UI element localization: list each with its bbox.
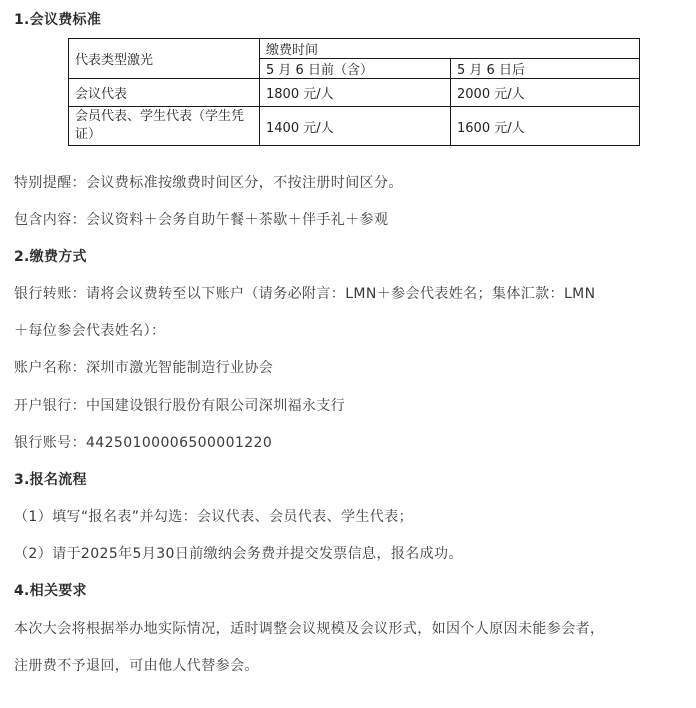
section-title-payment: 2.缴费方式 [14, 249, 87, 265]
fee-row-type: 会员代表、学生代表（学生凭证） [69, 107, 260, 146]
section-title-process: 3.报名流程 [14, 472, 87, 488]
requirements-line2: 注册费不予退回，可由他人代替参会。 [14, 658, 259, 674]
fee-row-before: 1800 元/人 [260, 79, 451, 107]
fee-table-header-time: 缴费时间 [260, 39, 640, 59]
bank-transfer-line2: ＋每位参会代表姓名）： [14, 323, 166, 339]
account-number: 银行账号：44250100006500001220 [14, 435, 273, 451]
table-row [69, 107, 640, 146]
section-title-fee: 1.会议费标准 [14, 12, 102, 28]
requirements-line1: 本次大会将根据举办地实际情况，适时调整会议规模及会议形式，如因个人原因未能参会者， [14, 621, 605, 637]
reminder-text: 特别提醒：会议费标准按缴费时间区分，不按注册时间区分。 [14, 175, 403, 191]
includes-text: 包含内容：会议资料＋会务自助午餐＋茶歇＋伴手礼＋参观 [14, 212, 389, 228]
process-step-1: （1）填写“报名表”并勾选：会议代表、会员代表、学生代表； [14, 509, 414, 525]
fee-row-before: 1400 元/人 [260, 107, 451, 146]
fee-table [68, 38, 640, 146]
fee-row-after: 1600 元/人 [451, 107, 640, 146]
bank-transfer-line1: 银行转账：请将会议费转至以下账户（请务必附言：LMN＋参会代表姓名；集体汇款：LMN [14, 286, 596, 302]
bank-name: 开户银行：中国建设银行股份有限公司深圳福永支行 [14, 398, 346, 414]
fee-table-header-after: 5 月 6 日后 [451, 59, 640, 79]
fee-table-header-type: 代表类型激光 [69, 39, 260, 79]
account-name: 账户名称：深圳市激光智能制造行业协会 [14, 360, 274, 376]
fee-row-after: 2000 元/人 [451, 79, 640, 107]
table-row [69, 79, 640, 107]
fee-table-header-before: 5 月 6 日前（含） [260, 59, 451, 79]
section-title-requirements: 4.相关要求 [14, 583, 87, 599]
process-step-2: （2）请于2025年5月30日前缴纳会务费并提交发票信息，报名成功。 [14, 546, 463, 562]
fee-row-type: 会议代表 [69, 79, 260, 107]
